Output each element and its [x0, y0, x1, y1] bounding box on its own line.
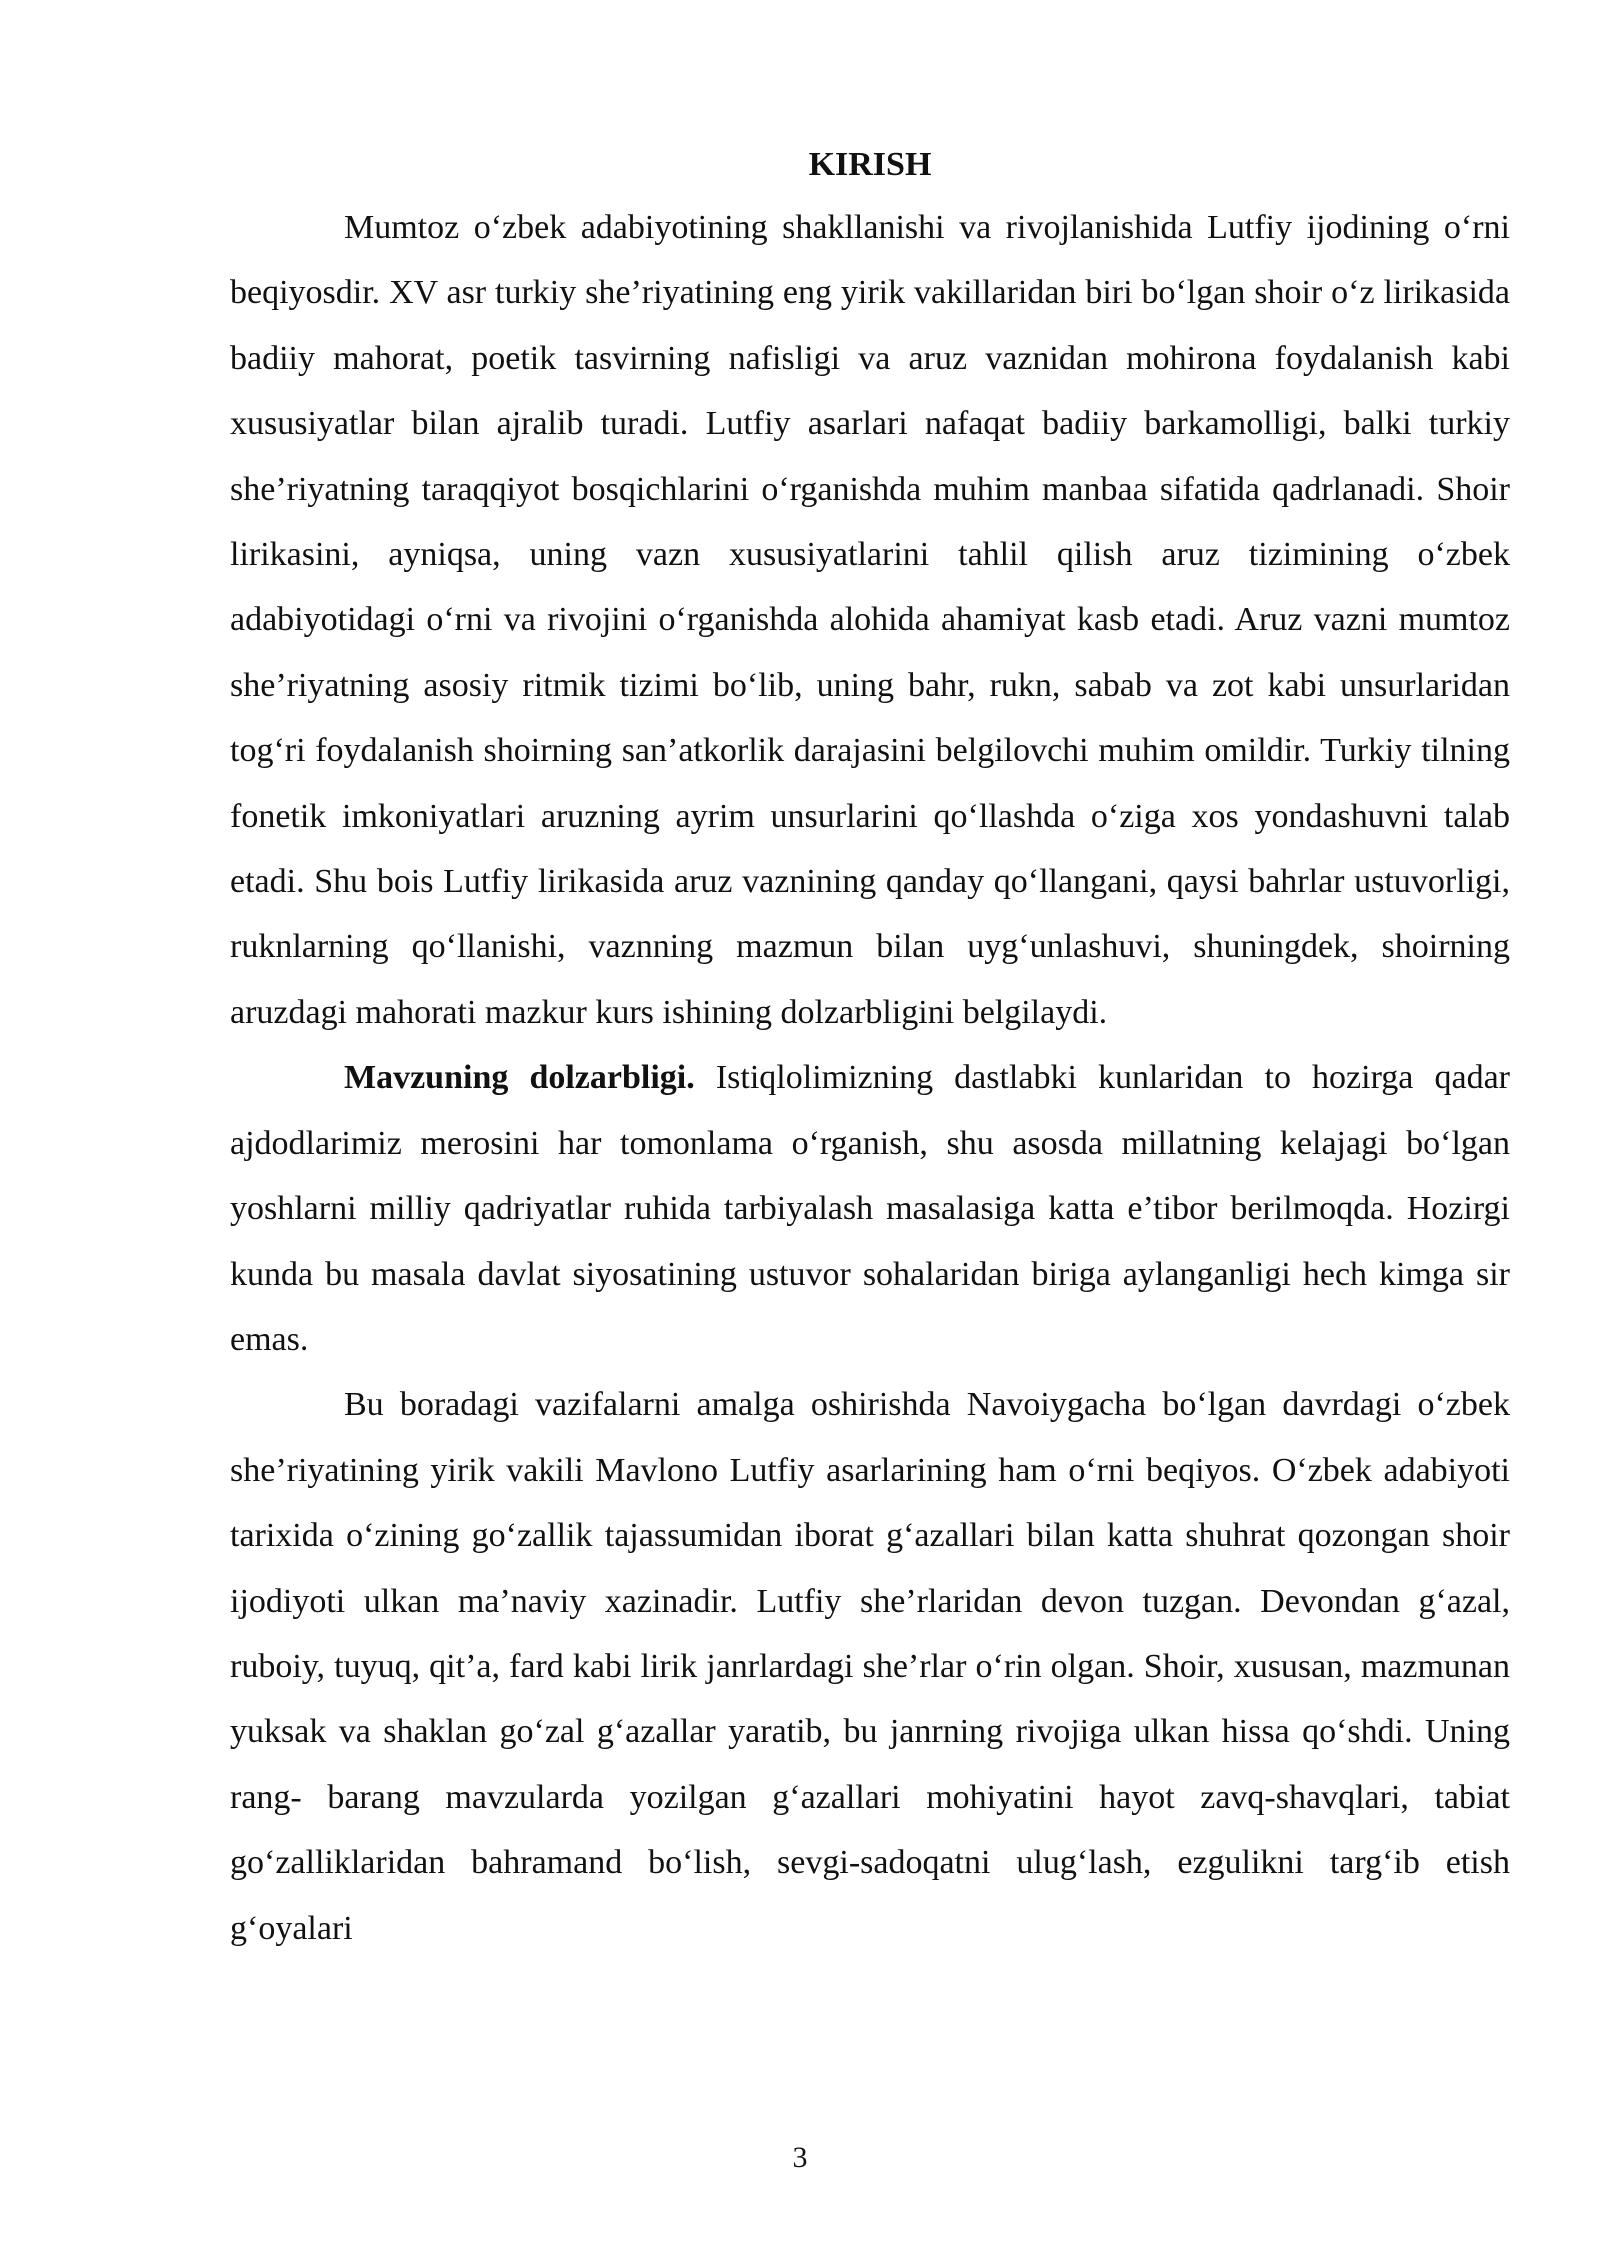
document-page: [230, 135, 1510, 1961]
paragraph-text: Bu boradagi vazifalarni amalga oshirishda Navoiygacha bo‘lgan davrdagi o‘zbek she’riyatining yirik vakili Mavlono Lutfiy asarlarining ham o‘rni beqiyos. O‘zbek adabiyoti tarixida o‘zining go‘zallik tajassumidan iborat g‘azallari bilan katta shuhrat qozongan shoir ijodiyoti ulkan ma’naviy xazinadir. Lutfiy she’rlaridan devon tuzgan. Devondan g‘azal, ruboiy, tuyuq, qit’a, fard kabi lirik janrlardagi she’rlar o‘rin olgan. Shoir, xususan, mazmunan yuksak va shaklan go‘zal g‘azallar yaratib, bu janrning rivojiga ulkan hissa qo‘shdi. Uning rang- barang mavzularda yozilgan g‘azallari mohiyatini hayot zavq-shavqlari, tabiat go‘zalliklaridan bahramand bo‘lish, sevgi-sadoqatni ulug‘lash, ezgulikni targ‘ib etish g‘oyalari: [230, 1386, 1510, 1947]
paragraph-text: Mumtoz o‘zbek adabiyotining shakllanishi va rivojlanishida Lutfiy ijodining o‘rni beqiyosdir. XV asr turkiy she’riyatining eng yirik vakillaridan biri bo‘lgan shoir o‘z lirikasida badiiy mahorat, poetik tasvirning nafisligi va aruz vaznidan mohirona foydalanish kabi xususiyatlar bilan ajralib turadi. Lutfiy asarlari nafaqat badiiy barkamolligi, balki turkiy she’riyatning taraqqiyot bosqichlarini o‘rganishda muhim manbaa sifatida qadrlanadi. Shoir lirikasini, ayniqsa, uning vazn xususiyatlarini tahlil qilish aruz tizimining o‘zbek adabiyotidagi o‘rni va rivojini o‘rganishda alohida ahamiyat kasb etadi. Aruz vazni mumtoz she’riyatning asosiy ritmik tizimi bo‘lib, uning bahr, rukn, sabab va zot kabi unsurlaridan tog‘ri foydalanish shoirning san’atkorlik darajasini belgilovchi muhim omildir. Turkiy tilning fonetik imkoniyatlari aruzning ayrim unsurlarini qo‘llashda o‘ziga xos yondashuvni talab etadi. Shu bois Lutfiy lirikasida aruz vaznining qanday qo‘llangani, qaysi bahrlar ustuvorligi, ruknlarning qo‘llanishi, vaznning mazmun bilan uyg‘unlashuvi, shuningdek, shoirning aruzdagi mahorati mazkur kurs ishining dolzarbligini belgilaydi.: [230, 209, 1510, 1031]
paragraph-relevance: [230, 1045, 1510, 1372]
section-title: KIRISH: [808, 146, 932, 183]
paragraph-tasks: [230, 1372, 1510, 1961]
page-number: 3: [792, 2141, 808, 2174]
paragraph-lead-relevance: Mavzuning dolzarbligi.: [344, 1059, 695, 1097]
paragraph-text: Istiqlolimizning dastlabki kunlaridan to hozirga qadar ajdodlarimiz merosini har tomonlama o‘rganish, shu asosda millatning kelajagi bo‘lgan yoshlarni milliy qadriyatlar ruhida tarbiyalash masalasiga katta e’tibor berilmoqda. Hozirgi kunda bu masala davlat siyosatining ustuvor sohalaridan biriga aylanganligi hech kimga sir emas.: [230, 1059, 1511, 1358]
paragraph-intro: [230, 195, 1510, 1045]
